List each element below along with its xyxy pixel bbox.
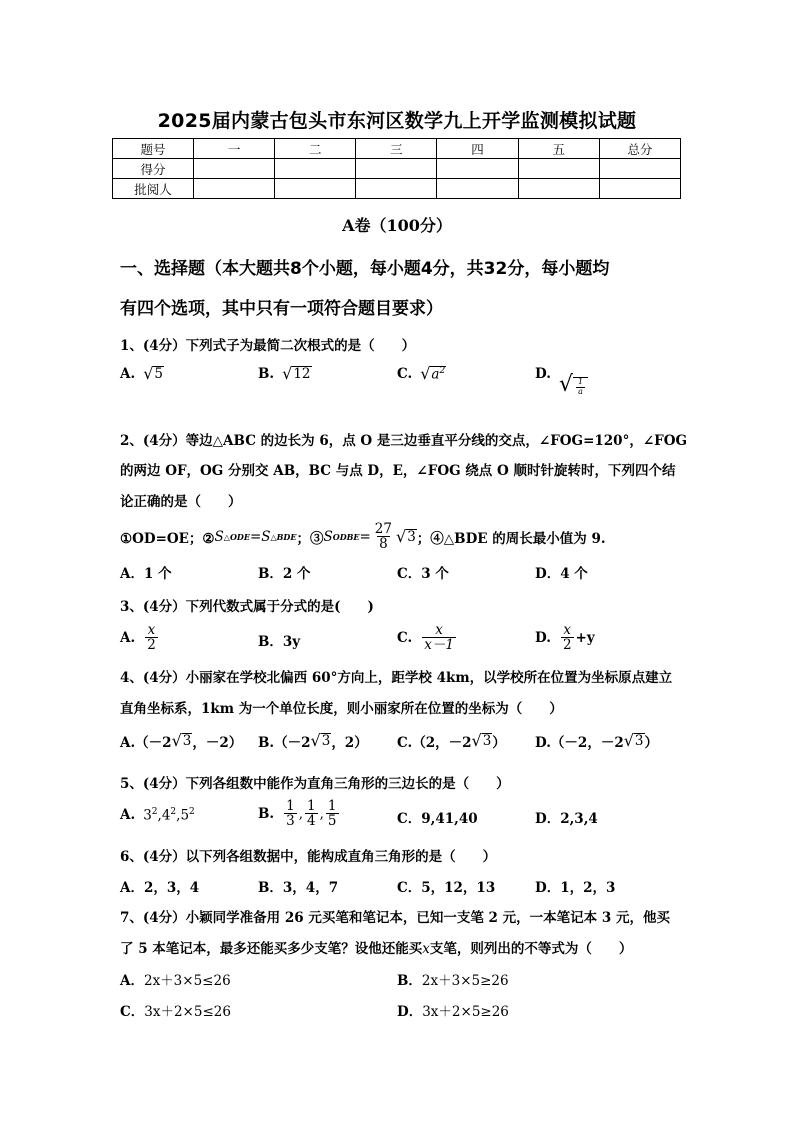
base: 4 bbox=[161, 807, 171, 824]
fraction bbox=[284, 799, 297, 828]
base: a bbox=[431, 366, 440, 383]
area-subscript: △BDE bbox=[270, 531, 297, 542]
table-cell: 二 bbox=[275, 139, 356, 159]
option-a[interactable] bbox=[120, 623, 160, 652]
variable: x bbox=[422, 941, 430, 957]
option-d[interactable]: D．4 个 bbox=[535, 566, 588, 582]
question-2-line3: 论正确的是（ ） bbox=[120, 494, 242, 510]
question-4-line2: 直角坐标系，1km 为一个单位长度，则小丽家所在位置的坐标为（ ） bbox=[120, 701, 563, 717]
option-c[interactable]: C．5，12，13 bbox=[397, 880, 496, 896]
sqrt-expression: √ 3 bbox=[310, 731, 331, 750]
conclusions-line bbox=[120, 522, 606, 551]
option-b[interactable]: B．3，4，7 bbox=[258, 880, 339, 896]
option-label: A. bbox=[120, 807, 136, 824]
option-d[interactable] bbox=[535, 731, 658, 751]
option-label: C. bbox=[397, 629, 413, 646]
table-cell[interactable] bbox=[194, 159, 275, 179]
table-cell: 五 bbox=[518, 139, 599, 159]
table-row bbox=[113, 179, 681, 199]
base: 3 bbox=[143, 807, 152, 824]
option-d[interactable]: D．1，2，3 bbox=[535, 880, 616, 896]
inequality: 2x＋3×5≥26 bbox=[421, 973, 509, 989]
table-cell[interactable] bbox=[275, 159, 356, 179]
option-prefix: B.（－2 bbox=[258, 735, 311, 751]
fraction bbox=[561, 623, 574, 652]
option-a[interactable] bbox=[120, 366, 164, 382]
option-label: B. bbox=[258, 805, 275, 822]
option-d[interactable] bbox=[535, 366, 588, 396]
option-label: D. bbox=[535, 366, 551, 382]
inequality: 3x＋2×5≥26 bbox=[422, 1004, 509, 1020]
table-cell: 批阅人 bbox=[113, 179, 194, 199]
question-1-stem: 1、(4分）下列式子为最简二次根式的是（ ） bbox=[120, 338, 416, 354]
numerator: x bbox=[435, 622, 443, 638]
option-label: C． bbox=[120, 1004, 145, 1020]
numerator: 1 bbox=[286, 798, 295, 814]
option-label: C. bbox=[397, 366, 413, 383]
option-c[interactable]: C．9,41,40 bbox=[397, 811, 478, 827]
inequality: 3x＋2×5≤26 bbox=[144, 1004, 231, 1020]
question-7-options-row2 bbox=[0, 1000, 794, 1030]
option-a[interactable] bbox=[120, 807, 195, 824]
table-cell[interactable] bbox=[275, 179, 356, 199]
option-prefix: A.（－2 bbox=[120, 735, 172, 751]
fraction bbox=[576, 378, 585, 396]
radicand: 3 bbox=[482, 733, 492, 750]
denominator: 5 bbox=[327, 813, 337, 830]
option-prefix: C.（2，－2 bbox=[397, 735, 472, 751]
denominator: 8 bbox=[379, 536, 388, 553]
area-subscript: △ODE bbox=[223, 531, 250, 542]
area-subscript: ODBE bbox=[332, 531, 360, 542]
numerator: 1 bbox=[307, 798, 316, 814]
option-label: A． bbox=[120, 973, 144, 989]
question-7-line2 bbox=[120, 937, 632, 957]
question-3-stem: 3、(4分）下列代数式属于分式的是( ) bbox=[120, 599, 374, 615]
exam-title: 2025届内蒙古包头市东河区数学九上开学监测模拟试题 bbox=[157, 110, 637, 132]
sqrt-expression: √ 3 bbox=[623, 731, 644, 750]
question-4-options bbox=[0, 731, 794, 761]
numerator: 27 bbox=[374, 521, 392, 537]
area-symbol: S bbox=[323, 528, 333, 545]
equals-sign: = bbox=[359, 528, 371, 545]
fraction bbox=[422, 623, 456, 652]
section-heading-line1: 一、选择题（本大题共8个小题，每小题4分，共32分，每小题均 bbox=[120, 259, 610, 279]
table-cell[interactable] bbox=[599, 179, 680, 199]
table-cell[interactable] bbox=[518, 179, 599, 199]
score-table bbox=[112, 138, 681, 199]
question-3-options bbox=[0, 620, 794, 660]
table-cell: 三 bbox=[356, 139, 437, 159]
area-symbol: S bbox=[214, 528, 224, 545]
numerator: 1 bbox=[327, 798, 337, 814]
conclusion-3-label: ；③ bbox=[296, 530, 324, 547]
sqrt-expression: √ 3 bbox=[171, 731, 192, 750]
table-cell[interactable] bbox=[356, 159, 437, 179]
table-cell: 四 bbox=[437, 139, 518, 159]
denominator: 4 bbox=[307, 813, 316, 830]
question-2-options bbox=[0, 562, 794, 592]
option-d[interactable] bbox=[535, 623, 595, 652]
section-heading-line2: 有四个选项，其中只有一项符合题目要求） bbox=[120, 299, 443, 319]
option-label: D. bbox=[535, 629, 551, 646]
radicand: 3 bbox=[182, 733, 192, 750]
option-c[interactable] bbox=[397, 366, 446, 382]
table-row bbox=[113, 159, 681, 179]
sqrt-expression: √ 12 bbox=[282, 364, 311, 383]
table-cell[interactable] bbox=[518, 159, 599, 179]
option-label: B. bbox=[258, 366, 275, 382]
sqrt-expression: √ $\frac{1}{a}$ bbox=[559, 374, 588, 396]
option-label: D． bbox=[397, 1004, 423, 1020]
question-7-text: 支笔，则列出的不等式为（ ） bbox=[429, 941, 633, 957]
numerator: x bbox=[563, 622, 572, 638]
table-cell: 题号 bbox=[113, 139, 194, 159]
question-6-stem: 6、(4分）以下列各组数据中，能构成直角三角形的是（ ） bbox=[120, 849, 497, 865]
separator: , bbox=[176, 807, 181, 824]
equals-sign: = bbox=[249, 528, 262, 545]
option-b[interactable] bbox=[258, 731, 368, 751]
fraction bbox=[305, 799, 318, 828]
question-2-line2: 的两边 OF，OG 分别交 AB，BC 与点 D，E，∠FOG 绕点 O 顺时针旋转时，下列四个结 bbox=[120, 463, 676, 479]
conclusion-1: ①OD=OE；② bbox=[120, 530, 215, 547]
paper-a-heading: A卷（100分） bbox=[342, 216, 452, 235]
radicand: 12 bbox=[293, 366, 311, 383]
table-row bbox=[113, 139, 681, 159]
option-label: B． bbox=[397, 973, 422, 989]
question-1-options bbox=[0, 366, 794, 396]
sqrt-expression: √ 3 bbox=[395, 526, 416, 546]
exponent: 2 bbox=[170, 807, 177, 817]
option-b[interactable] bbox=[397, 969, 509, 989]
option-a[interactable] bbox=[120, 969, 231, 989]
radicand bbox=[573, 377, 588, 396]
option-a[interactable]: A．1 个 bbox=[120, 566, 172, 582]
radicand: 3 bbox=[321, 733, 331, 750]
radicand: 5 bbox=[154, 366, 163, 383]
option-c[interactable] bbox=[120, 1000, 231, 1020]
exponent: 2 bbox=[189, 807, 195, 817]
table-cell[interactable] bbox=[437, 159, 518, 179]
option-suffix: ） bbox=[644, 735, 659, 751]
radicand bbox=[430, 366, 446, 382]
denominator: x－1 bbox=[424, 637, 454, 654]
question-5-stem: 5、(4分）下列各组数中能作为直角三角形的三边长的是（ ） bbox=[120, 776, 510, 792]
denominator: 3 bbox=[286, 813, 295, 830]
exponent: 2 bbox=[439, 366, 446, 376]
option-d[interactable] bbox=[397, 1000, 509, 1020]
option-b[interactable]: B．2 个 bbox=[258, 566, 311, 582]
option-b[interactable] bbox=[258, 366, 312, 382]
question-5-options bbox=[0, 797, 794, 839]
sqrt-expression: √ 5 bbox=[143, 364, 163, 383]
option-b[interactable]: B．3y bbox=[258, 634, 301, 650]
exponent: 2 bbox=[151, 807, 158, 817]
denominator: 2 bbox=[562, 637, 572, 654]
inequality: 2x＋3×5≤26 bbox=[143, 973, 231, 989]
denominator: 2 bbox=[147, 637, 156, 654]
question-6-options bbox=[0, 876, 794, 906]
radicand: 3 bbox=[634, 733, 644, 750]
fraction bbox=[145, 623, 158, 652]
numerator: 1 bbox=[577, 377, 584, 387]
question-7-line1: 7、(4分）小颖同学准备用 26 元买笔和笔记本，已知一支笔 2 元，一本笔记本 3 元，他买 bbox=[120, 910, 670, 926]
base: 5 bbox=[180, 807, 190, 824]
option-b[interactable] bbox=[258, 799, 341, 828]
area-symbol: S bbox=[261, 528, 271, 545]
denominator: a bbox=[578, 386, 583, 396]
question-7-text: 了 5 本笔记本，最多还能买多少支笔？设他还能买 bbox=[120, 941, 423, 957]
table-cell[interactable] bbox=[599, 159, 680, 179]
tail-term: +y bbox=[575, 629, 595, 646]
option-c[interactable]: C．3 个 bbox=[397, 566, 449, 582]
option-a[interactable]: A．2，3，4 bbox=[120, 880, 200, 896]
option-a[interactable] bbox=[120, 731, 242, 751]
question-4-line1: 4、(4分）小丽家在学校北偏西 60°方向上，距学校 4km，以学校所在位置为坐标原点建立 bbox=[120, 670, 673, 686]
option-suffix: ，2） bbox=[331, 735, 368, 751]
separator: , bbox=[319, 805, 324, 822]
option-label: A. bbox=[120, 366, 136, 382]
radicand: 3 bbox=[407, 528, 416, 545]
option-d[interactable]: D．2,3,4 bbox=[535, 811, 598, 827]
table-cell[interactable] bbox=[194, 179, 275, 199]
table-cell[interactable] bbox=[356, 179, 437, 199]
option-prefix: D.（－2，－2 bbox=[535, 735, 624, 751]
question-2-line1: 2、(4分）等边△ABC 的边长为 6，点 O 是三边垂直平分线的交点，∠FOG=120°，∠FOG bbox=[120, 433, 687, 449]
numerator: x bbox=[147, 622, 156, 638]
option-suffix: ，－2） bbox=[192, 735, 243, 751]
table-cell: 得分 bbox=[113, 159, 194, 179]
option-c[interactable] bbox=[397, 731, 506, 751]
question-2-conclusions bbox=[0, 518, 794, 554]
power-expression bbox=[143, 807, 195, 824]
table-cell[interactable] bbox=[437, 179, 518, 199]
option-c[interactable] bbox=[397, 623, 458, 652]
table-cell: 一 bbox=[194, 139, 275, 159]
separator: , bbox=[157, 807, 162, 824]
conclusion-4: ；④△BDE 的周长最小值为 9. bbox=[416, 530, 606, 547]
sqrt-expression: √ 3 bbox=[471, 731, 492, 750]
question-7-options-row1 bbox=[0, 969, 794, 999]
option-label: A. bbox=[120, 629, 136, 646]
fraction bbox=[373, 522, 394, 551]
sqrt-expression: √ $a^2$ bbox=[420, 364, 446, 384]
table-cell: 总分 bbox=[599, 139, 680, 159]
fraction bbox=[326, 799, 339, 828]
option-suffix: ） bbox=[492, 735, 506, 751]
separator: , bbox=[298, 805, 304, 822]
